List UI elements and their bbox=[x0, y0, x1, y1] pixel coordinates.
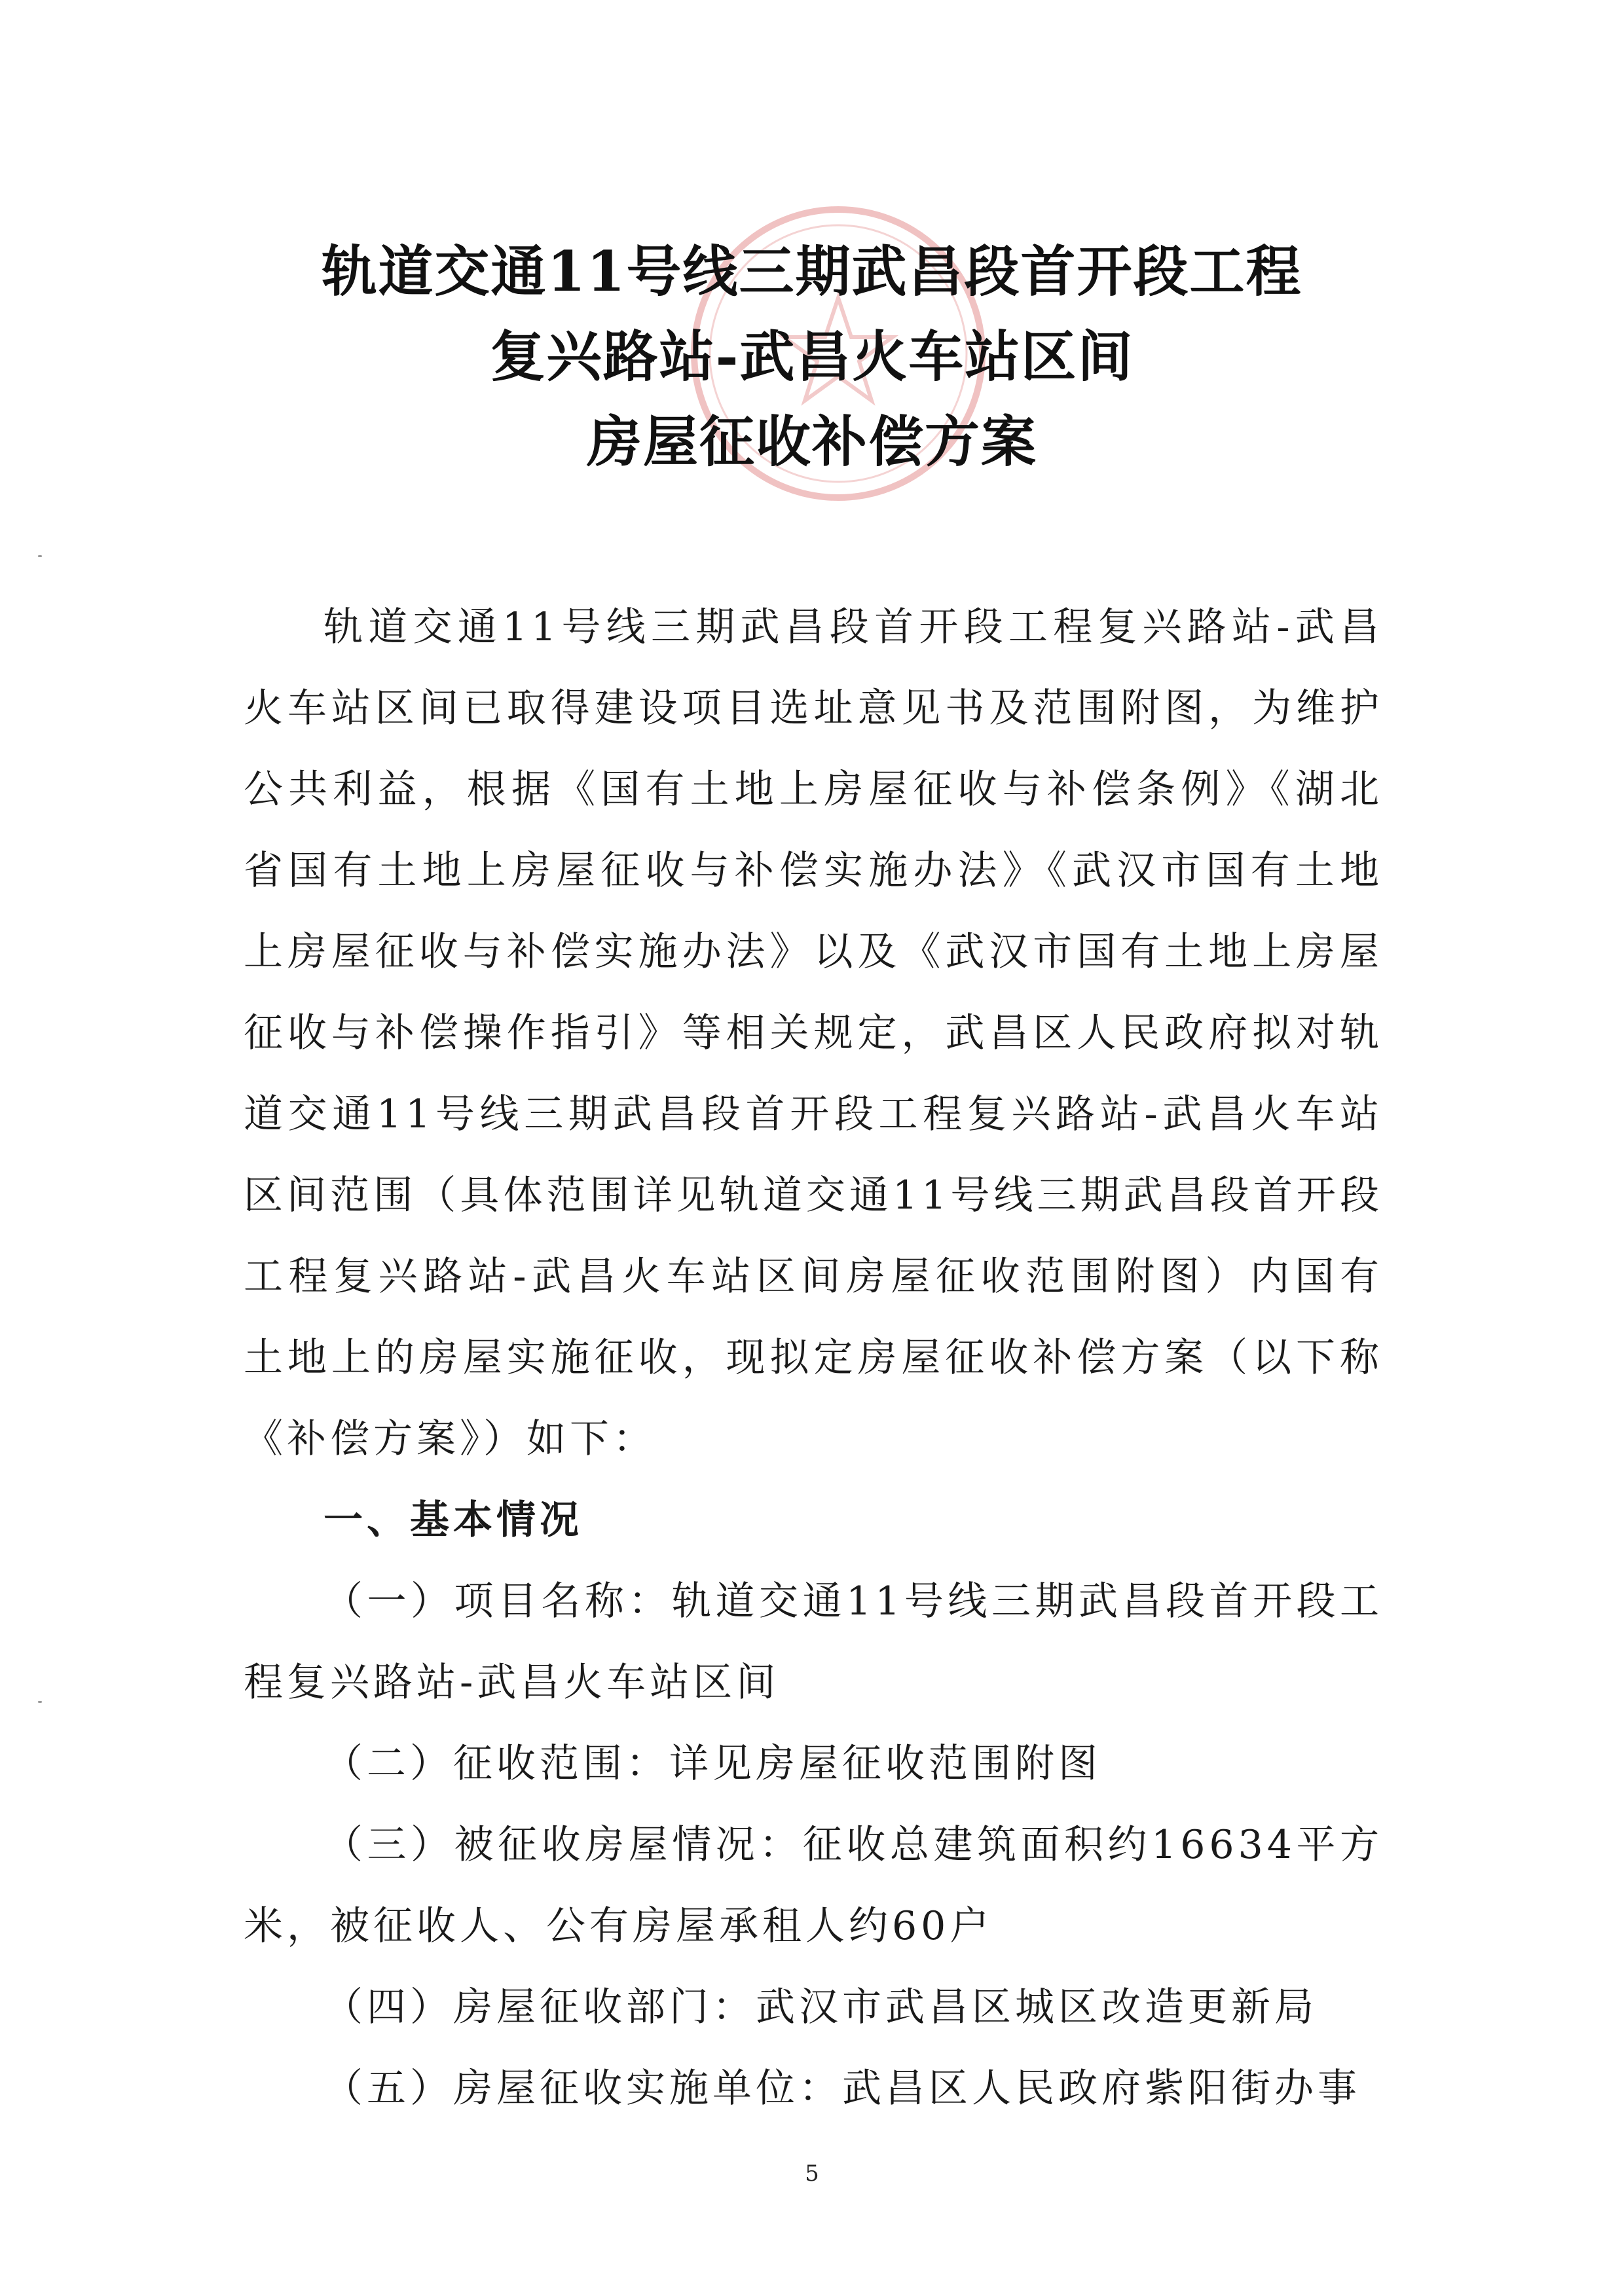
intro-paragraph: 轨道交通11号线三期武昌段首开段工程复兴路站-武昌火车站区间已取得建设项目选址意见书及范围附图，为维护公共利益，根据《国有土地上房屋征收与补偿条例》《湖北省国有土地上房屋征收与补偿实施办法》《武汉市国有土地上房屋征收与补偿实施办法》以及《武汉市国有土地上房屋征收与补偿操作指引》等相关规定，武昌区人民政府拟对轨道交通11号线三期武昌段首开段工程复兴路站-武昌火车站区间范围（具体范围详见轨道交通11号线三期武昌段首开段工程复兴路站-武昌火车站区间房屋征收范围附图）内国有土地上的房屋实施征收，现拟定房屋征收补偿方案（以下称《补偿方案》）如下： bbox=[244, 604, 1383, 1462]
page-number: 5 bbox=[805, 2160, 819, 2187]
title-line-3: 房屋征收补偿方案 bbox=[586, 409, 1037, 474]
item-house-situation: （三）被征收房屋情况：征收总建筑面积约16634平方米，被征收人、公有房屋承租人约60户 bbox=[244, 1822, 1383, 1949]
item-expropriation-department: （四）房屋征收部门：武汉市武昌区城区改造更新局 bbox=[323, 1984, 1318, 2030]
scan-speck bbox=[38, 555, 42, 557]
item-project-name: （一）项目名称：轨道交通11号线三期武昌段首开段工程复兴路站-武昌火车站区间 bbox=[244, 1578, 1383, 1705]
document-title bbox=[0, 229, 1624, 484]
title-line-1: 轨道交通11号线三期武昌段首开段工程 bbox=[322, 239, 1302, 304]
title-line-2: 复兴路站-武昌火车站区间 bbox=[490, 324, 1134, 389]
scan-speck bbox=[38, 1701, 42, 1703]
item-expropriation-scope: （二）征收范围：详见房屋征收范围附图 bbox=[323, 1741, 1101, 1787]
section-heading-basic-info: 一、基本情况 bbox=[323, 1497, 583, 1543]
item-implementing-unit: （五）房屋征收实施单位：武昌区人民政府紫阳街办事 bbox=[323, 2066, 1361, 2111]
document-body bbox=[244, 587, 1383, 2129]
